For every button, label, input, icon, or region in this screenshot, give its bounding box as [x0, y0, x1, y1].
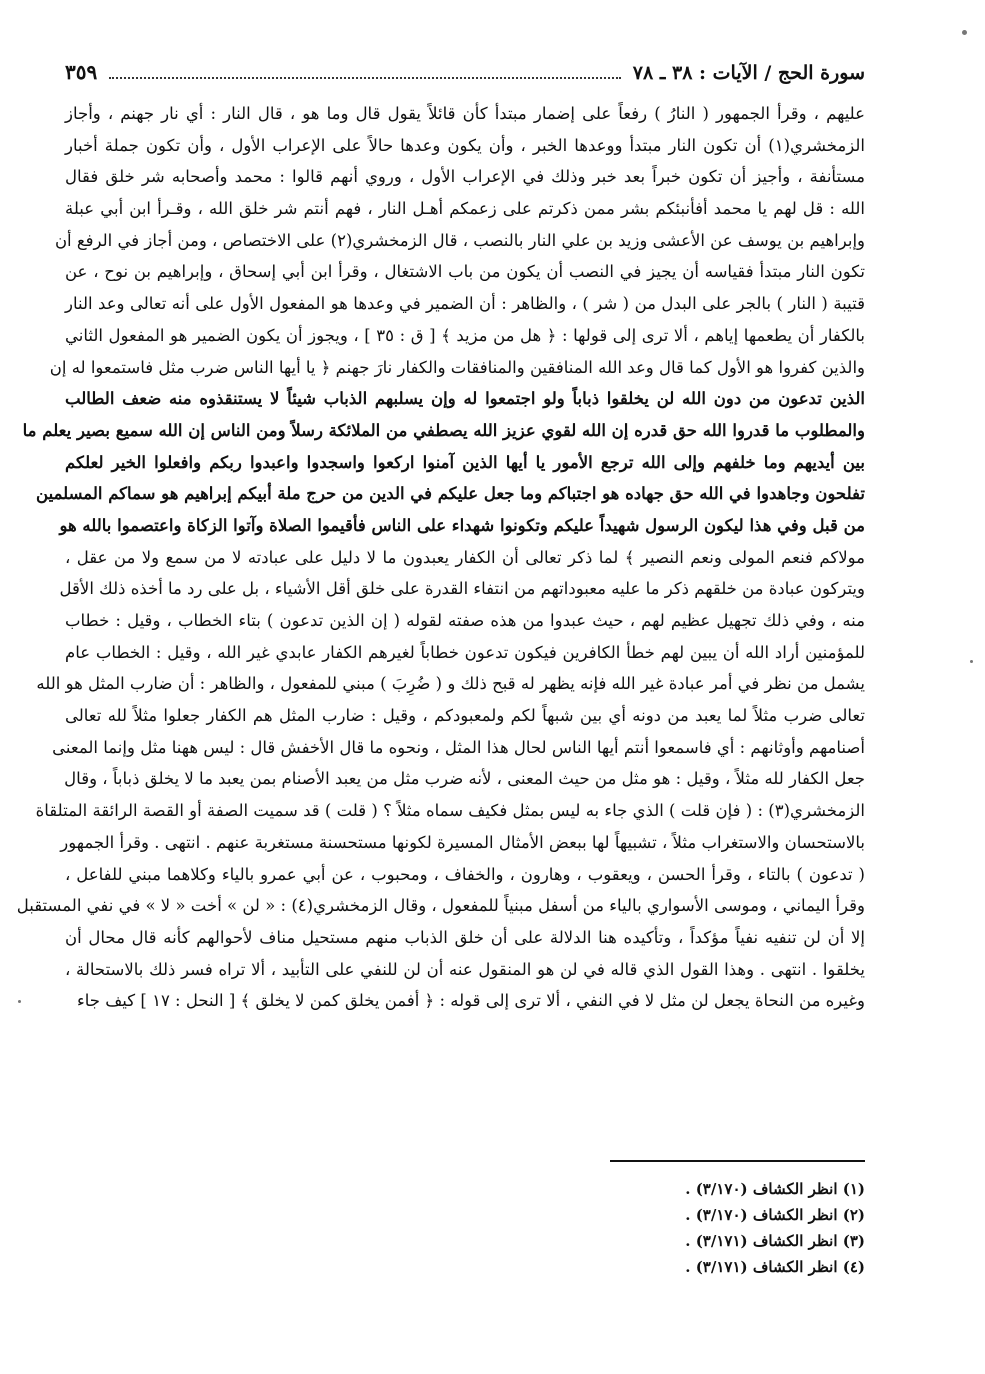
- body-line: ويتركون عبادة من خلقهم ذكر ما عليه معبوداتهم من انتفاء القدرة على خلق أقل الأشياء ، بل على رد ما أخذه ذلك الأقل: [59, 579, 865, 599]
- body-line: من قبل وفي هذا ليكون الرسول شهيداً عليكم وتكونوا شهداء على الناس فأقيموا الصلاة وآتوا الزكاة واعتصموا بالله هو: [59, 515, 865, 535]
- body-line: يخلقوا . انتهى . وهذا القول الذي قاله في لن هو المنقول عنه أن لن للنفي على التأبيد ، ألا تراه فسر ذلك بالاستحالة ،: [65, 959, 865, 979]
- body-line: وغيره من النحاة يجعل لن مثل لا في النفي ، ألا ترى إلى قوله : ﴿ أفمن يخلق كمن لا يخلق ﴾ [ النحل : ١٧ ] كيف جاء: [77, 991, 865, 1011]
- body-line: بالاستحسان والاستغراب مثلاً ، تشبيهاً لها ببعض الأمثال المسيرة لكونها مستحسنة مستغربة عنهم . انتهى . وقرأ الجمهور: [60, 832, 865, 852]
- footnote: (١) انظر الكشاف (٣/١٧٠) .: [685, 1180, 865, 1198]
- body-line: يشمل من نظر في أمر عبادة غير الله فإنه يظهر له قبح ذلك و ( ضُرِبَ ) مبني للمفعول ، والظاهر : أن ضارب المثل هو الله: [36, 674, 865, 694]
- footnote: (٢) انظر الكشاف (٣/١٧٠) .: [685, 1206, 865, 1224]
- footnotes: [65, 1176, 865, 1280]
- body-line: قتيبة ( النار ) بالجر على البدل من ( شر ) ، والظاهر : أن الضمير في وعدها هو المفعول الأول على أنه تعالى وعد النار: [65, 294, 865, 314]
- page-number: ٣٥٩: [65, 60, 98, 84]
- scan-speck: [970, 660, 973, 663]
- body-line: وقرأ اليماني ، وموسى الأسواري بالياء من أسفل مبنياً للمفعول ، وقال الزمخشري(٤) : « لن » أخت « لا » في نفي المستقبل: [16, 896, 865, 916]
- body-line: إلا أن لن تنفيه نفياً مؤكداً ، وتأكيده هنا الدلالة على أن خلق الذباب منهم مستحيل مناف لأحوالهم كأنه قال محال أن: [65, 927, 865, 947]
- body-line: جعل الكفار لله مثلاً ، وقيل : هو مثل من حيث المعنى ، لأنه ضرب مثل من يعبد الأصنام بمن يعبد ما لا يخلق ذباباً ، وقال: [64, 769, 865, 789]
- body-line: الذين تدعون من دون الله لن يخلقوا ذباباً ولو اجتمعوا له وإن يسلبهم الذباب شيئاً لا يستنقذوه منه ضعف الطالب: [65, 389, 865, 409]
- body-line: عليهم ، وقرأ الجمهور ( النارُ ) رفعاً على إضمار مبتدأ كأن قائلاً يقول قال وما هو ، قال النار : أي نار جهنم ، وأجاز: [65, 104, 865, 123]
- body-line: الله : قل لهم يا محمد أفأنبئكم بشر ممن ذكرتم على زعمكم أهـل النار ، فهم أنتم شر خلق الله ، وقـرأ ابن أبي عبلة: [65, 199, 865, 219]
- body-line: منه ، وفي ذلك تجهيل عظيم لهم ، حيث عبدوا من هذه صفته لقوله ( إن الذين تدعون ) بتاء الخطاب ، وقيل : خطاب: [65, 611, 865, 630]
- body-line: أصنامهم وأوثانهم : أي فاسمعوا أنتم أيها الناس لحال هذا المثل ، ونحوه ما قال الأخفش قال : ليس ههنا مثل وإنما المعنى: [52, 737, 865, 757]
- body-line: بالكفار أن يطعمها إياهم ، ألا ترى إلى قولها : ﴿ هل من مزيد ﴾ [ ق : ٣٥ ] ، ويجوز أن يكون الضمير هو المفعول الثاني: [65, 325, 865, 345]
- body-text: [16, 98, 865, 1017]
- body-line: مولاكم فنعم المولى ونعم النصير ﴾ لما ذكر تعالى أن الكفار يعبدون ما لا دليل على عبادته لا من سمع ولا من عقل ،: [65, 547, 865, 567]
- running-header: [65, 60, 865, 84]
- header-leader-dots: [109, 65, 621, 79]
- footnote: (٤) انظر الكشاف (٣/١٧١) .: [685, 1258, 865, 1276]
- running-title: سورة الحج / الآيات : ٣٨ ـ ٧٨: [632, 62, 865, 84]
- body-line: والمطلوب ما قدروا الله حق قدره إن الله لقوي عزيز الله يصطفي من الملائكة رسلاً ومن الناس إن الله سميع بصير يعلم ما: [22, 420, 865, 440]
- body-line: للمؤمنين أراد الله أن يبين لهم خطأ الكافرين فيكون تدعون خطاباً لغيرهم الكفار عابدي غير الله ، وقيل : الخطاب عام: [65, 642, 865, 662]
- body-line: تفلحون وجاهدوا في الله حق جهاده هو اجتباكم وما جعل عليكم في الدين من حرج ملة أبيكم إبراهيم هو سماكم المسلمين: [36, 484, 865, 504]
- body-line: مستأنفة ، وأجيز أن تكون خبراً بعد خبر وذلك في الإعراب الأول ، وروي أنهم قالوا : محمد وأصحابه شر خلق فقال: [65, 167, 865, 187]
- body-line: تعالى ضرب مثلاً لما يعبد من دونه أي بين شبهاً لكم ولمعبودكم ، وقيل : ضارب المثل هم الكفار جعلوا مثلاً لله تعالى: [65, 706, 865, 726]
- footnote: (٣) انظر الكشاف (٣/١٧١) .: [685, 1232, 865, 1250]
- body-line: الزمخشري(١) أن تكون النار مبتدأ ووعدها الخبر ، وأن يكون وعدها حالاً على الإعراب الأول ، وأن تكون جملة أخبار: [65, 135, 865, 155]
- scan-speck: [18, 1000, 21, 1003]
- body-line: بين أيديهم وما خلفهم وإلى الله ترجع الأمور يا أيها الذين آمنوا اركعوا واسجدوا واعبدوا ربكم وافعلوا الخير لعلكم: [65, 452, 865, 472]
- body-line: الزمخشري(٣) : ( فإن قلت ) الذي جاء به ليس بمثل فكيف سماه مثلاً ؟ ( قلت ) قد سميت الصفة أو القصة الرائقة المتلقاة: [35, 801, 865, 821]
- body-line: والذين كفروا هو الأول كما قال وعد الله المنافقين والمنافقات والكفار نارَ جهنم ﴿ يا أيها الناس ضرب مثل فاستمعوا له إن: [49, 357, 865, 377]
- footnote-rule: [610, 1160, 865, 1162]
- body-line: ( تدعون ) بالتاء ، وقرأ الحسن ، ويعقوب ، وهارون ، والخفاف ، ومحبوب ، عن أبي عمرو بالياء وكلاهما مبني للفاعل ،: [65, 864, 865, 884]
- scan-speck: [962, 30, 967, 35]
- body-line: وإبراهيم بن يوسف عن الأعشى وزيد بن علي النار بالنصب ، قال الزمخشري(٢) على الاختصاص ، ومن أجاز في الرفع أن: [54, 230, 865, 250]
- body-line: تكون النار مبتدأ فقياسه أن يجيز في النصب أن يكون من باب الاشتغال ، وقرأ ابن أبي إسحاق ، وإبراهيم بن نوح ، عن: [65, 262, 865, 282]
